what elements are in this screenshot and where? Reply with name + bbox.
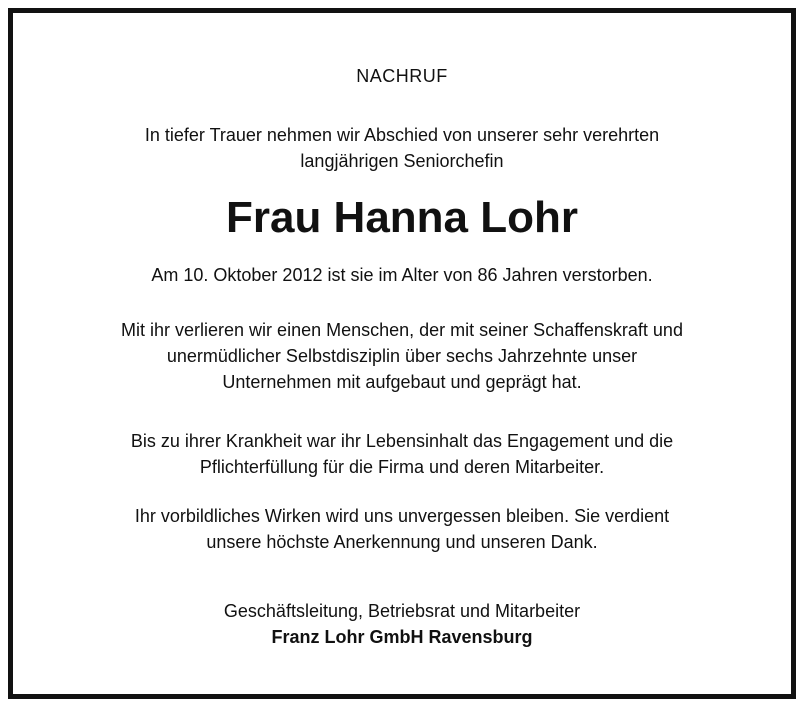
obituary-heading: NACHRUF xyxy=(356,66,448,86)
obituary-frame xyxy=(8,8,796,699)
company-name: Franz Lohr GmbH Ravensburg xyxy=(271,627,533,647)
tribute-illness-paragraph xyxy=(13,428,791,480)
tribute-illness-line: Bis zu ihrer Krankheit war ihr Lebensinhalt das Engagement und die xyxy=(130,431,674,451)
obituary-content xyxy=(13,13,791,694)
tribute-loss-line: unermüdlicher Selbstdisziplin über sechs Jahrzehnte unser xyxy=(166,346,638,366)
tribute-illness-line: Pflichterfüllung für die Firma und deren Mitarbeiter. xyxy=(199,457,605,477)
death-statement-line: Am 10. Oktober 2012 ist sie im Alter von 86 Jahren verstorben. xyxy=(151,265,653,285)
intro-paragraph xyxy=(13,122,791,174)
tribute-loss-line: Mit ihr verlieren wir einen Menschen, der mit seiner Schaffenskraft und xyxy=(121,320,683,340)
tribute-legacy-line: unsere höchste Anerkennung und unseren Dank. xyxy=(206,532,598,552)
tribute-loss-paragraph xyxy=(13,317,791,395)
tribute-legacy-line: Ihr vorbildliches Wirken wird uns unvergessen bleiben. Sie verdient xyxy=(134,506,670,526)
tribute-legacy-paragraph xyxy=(13,503,791,555)
intro-line: In tiefer Trauer nehmen wir Abschied von unserer sehr verehrten xyxy=(144,125,660,145)
tribute-loss-line: Unternehmen mit aufgebaut und geprägt hat. xyxy=(222,372,582,392)
signatories-line: Geschäftsleitung, Betriebsrat und Mitarbeiter xyxy=(223,601,581,621)
intro-line: langjährigen Seniorchefin xyxy=(300,151,504,171)
death-statement xyxy=(13,262,791,288)
deceased-name: Frau Hanna Lohr xyxy=(225,193,579,242)
signature-block xyxy=(13,598,791,650)
